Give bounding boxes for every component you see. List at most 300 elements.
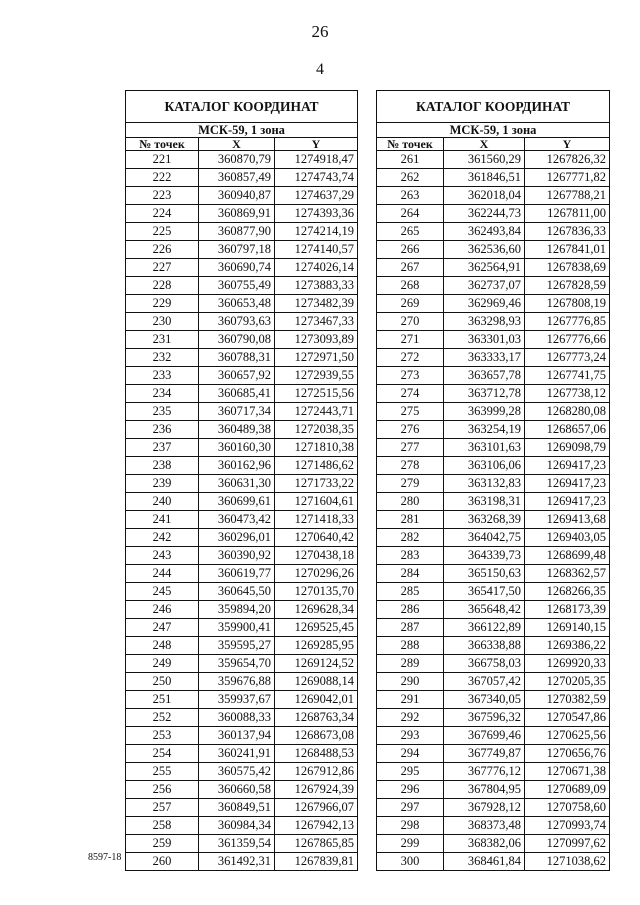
x-coordinate-cell: 360631,30: [199, 475, 275, 493]
y-coordinate-cell: 1268280,08: [525, 403, 610, 421]
x-coordinate-cell: 366338,88: [444, 637, 525, 655]
point-number-cell: 254: [126, 745, 199, 763]
point-number-cell: 266: [377, 241, 444, 259]
point-number-cell: 233: [126, 367, 199, 385]
catalog-title: КАТАЛОГ КООРДИНАТ: [126, 91, 358, 123]
y-coordinate-cell: 1270997,62: [525, 835, 610, 853]
table-row: [126, 331, 358, 349]
table-row: [377, 259, 610, 277]
y-coordinate-cell: 1269124,52: [275, 655, 358, 673]
x-coordinate-cell: 360849,51: [199, 799, 275, 817]
document-code: 8597-18: [88, 852, 122, 863]
y-coordinate-cell: 1269920,33: [525, 655, 610, 673]
y-coordinate-cell: 1267741,75: [525, 367, 610, 385]
point-number-cell: 251: [126, 691, 199, 709]
table-row: [126, 403, 358, 421]
y-coordinate-cell: 1270640,42: [275, 529, 358, 547]
point-number-cell: 292: [377, 709, 444, 727]
x-coordinate-cell: 363712,78: [444, 385, 525, 403]
y-coordinate-cell: 1267808,19: [525, 295, 610, 313]
table-row: [126, 709, 358, 727]
point-number-cell: 279: [377, 475, 444, 493]
y-coordinate-cell: 1269628,34: [275, 601, 358, 619]
table-row: [126, 529, 358, 547]
x-coordinate-cell: 360660,58: [199, 781, 275, 799]
point-number-cell: 265: [377, 223, 444, 241]
table-row: [126, 547, 358, 565]
y-coordinate-cell: 1269088,14: [275, 673, 358, 691]
x-coordinate-cell: 360788,31: [199, 349, 275, 367]
point-number-cell: 289: [377, 655, 444, 673]
point-number-cell: 299: [377, 835, 444, 853]
point-number-cell: 276: [377, 421, 444, 439]
point-number-cell: 295: [377, 763, 444, 781]
x-coordinate-cell: 360685,41: [199, 385, 275, 403]
point-number-cell: 296: [377, 781, 444, 799]
table-row: [377, 835, 610, 853]
table-row: [126, 169, 358, 187]
table-row: [377, 691, 610, 709]
y-coordinate-cell: 1267776,85: [525, 313, 610, 331]
x-coordinate-cell: 359894,20: [199, 601, 275, 619]
table-row: [377, 331, 610, 349]
y-coordinate-cell: 1267924,39: [275, 781, 358, 799]
y-coordinate-cell: 1267942,13: [275, 817, 358, 835]
y-coordinate-cell: 1268362,57: [525, 565, 610, 583]
point-number-cell: 271: [377, 331, 444, 349]
point-number-cell: 256: [126, 781, 199, 799]
x-coordinate-cell: 360790,08: [199, 331, 275, 349]
y-coordinate-cell: 1274140,57: [275, 241, 358, 259]
y-coordinate-cell: 1270758,60: [525, 799, 610, 817]
catalog-title: КАТАЛОГ КООРДИНАТ: [377, 91, 610, 123]
y-coordinate-cell: 1273883,33: [275, 277, 358, 295]
x-coordinate-cell: 359937,67: [199, 691, 275, 709]
y-coordinate-cell: 1272515,56: [275, 385, 358, 403]
table-row: [126, 781, 358, 799]
y-coordinate-cell: 1270296,26: [275, 565, 358, 583]
table-row: [126, 763, 358, 781]
point-number-cell: 228: [126, 277, 199, 295]
table-row: [377, 475, 610, 493]
x-coordinate-cell: 360699,61: [199, 493, 275, 511]
point-number-cell: 291: [377, 691, 444, 709]
point-number-cell: 277: [377, 439, 444, 457]
point-number-cell: 224: [126, 205, 199, 223]
point-number-cell: 234: [126, 385, 199, 403]
catalog-zone: МСК-59, 1 зона: [377, 123, 610, 138]
x-coordinate-cell: 362244,73: [444, 205, 525, 223]
x-coordinate-cell: 362018,04: [444, 187, 525, 205]
column-header-x: X: [199, 138, 275, 151]
table-row: [126, 313, 358, 331]
y-coordinate-cell: 1267839,81: [275, 853, 358, 871]
point-number-cell: 225: [126, 223, 199, 241]
x-coordinate-cell: 363268,39: [444, 511, 525, 529]
x-coordinate-cell: 365648,42: [444, 601, 525, 619]
point-number-cell: 248: [126, 637, 199, 655]
point-number-cell: 283: [377, 547, 444, 565]
table-row: [126, 745, 358, 763]
table-row: [377, 241, 610, 259]
coordinate-catalog-table-right: [376, 90, 610, 871]
x-coordinate-cell: 367928,12: [444, 799, 525, 817]
table-row: [377, 187, 610, 205]
x-coordinate-cell: 359900,41: [199, 619, 275, 637]
x-coordinate-cell: 363132,83: [444, 475, 525, 493]
y-coordinate-cell: 1272971,50: [275, 349, 358, 367]
table-row: [377, 403, 610, 421]
y-coordinate-cell: 1269525,45: [275, 619, 358, 637]
table-row: [377, 709, 610, 727]
point-number-cell: 281: [377, 511, 444, 529]
x-coordinate-cell: 360137,94: [199, 727, 275, 745]
table-row: [377, 637, 610, 655]
point-number-cell: 239: [126, 475, 199, 493]
point-number-cell: 259: [126, 835, 199, 853]
table-row: [126, 349, 358, 367]
point-number-cell: 258: [126, 817, 199, 835]
table-row: [126, 241, 358, 259]
x-coordinate-cell: 368373,48: [444, 817, 525, 835]
x-coordinate-cell: 363301,03: [444, 331, 525, 349]
x-coordinate-cell: 360984,34: [199, 817, 275, 835]
x-coordinate-cell: 359654,70: [199, 655, 275, 673]
point-number-cell: 264: [377, 205, 444, 223]
y-coordinate-cell: 1267826,32: [525, 151, 610, 169]
y-coordinate-cell: 1271038,62: [525, 853, 610, 871]
x-coordinate-cell: 368382,06: [444, 835, 525, 853]
x-coordinate-cell: 363254,19: [444, 421, 525, 439]
y-coordinate-cell: 1267865,85: [275, 835, 358, 853]
x-coordinate-cell: 360717,34: [199, 403, 275, 421]
table-row: [126, 835, 358, 853]
point-number-cell: 273: [377, 367, 444, 385]
point-number-cell: 272: [377, 349, 444, 367]
point-number-cell: 262: [377, 169, 444, 187]
point-number-cell: 223: [126, 187, 199, 205]
table-row: [377, 313, 610, 331]
table-row: [126, 277, 358, 295]
point-number-cell: 245: [126, 583, 199, 601]
table-row: [126, 385, 358, 403]
table-row: [377, 295, 610, 313]
table-row: [377, 529, 610, 547]
table-row: [126, 457, 358, 475]
point-number-cell: 235: [126, 403, 199, 421]
point-number-cell: 298: [377, 817, 444, 835]
x-coordinate-cell: 367057,42: [444, 673, 525, 691]
x-coordinate-cell: 364339,73: [444, 547, 525, 565]
x-coordinate-cell: 360575,42: [199, 763, 275, 781]
table-row: [377, 583, 610, 601]
y-coordinate-cell: 1272038,35: [275, 421, 358, 439]
point-number-cell: 244: [126, 565, 199, 583]
table-row: [377, 439, 610, 457]
y-coordinate-cell: 1270382,59: [525, 691, 610, 709]
table-row: [126, 655, 358, 673]
point-number-cell: 263: [377, 187, 444, 205]
x-coordinate-cell: 362493,84: [444, 223, 525, 241]
point-number-cell: 242: [126, 529, 199, 547]
y-coordinate-cell: 1269042,01: [275, 691, 358, 709]
point-number-cell: 246: [126, 601, 199, 619]
table-row: [126, 259, 358, 277]
y-coordinate-cell: 1270671,38: [525, 763, 610, 781]
point-number-cell: 268: [377, 277, 444, 295]
point-number-cell: 297: [377, 799, 444, 817]
point-number-cell: 221: [126, 151, 199, 169]
x-coordinate-cell: 360241,91: [199, 745, 275, 763]
y-coordinate-cell: 1268657,06: [525, 421, 610, 439]
y-coordinate-cell: 1273482,39: [275, 295, 358, 313]
x-coordinate-cell: 362737,07: [444, 277, 525, 295]
y-coordinate-cell: 1270656,76: [525, 745, 610, 763]
y-coordinate-cell: 1270689,09: [525, 781, 610, 799]
x-coordinate-cell: 360793,63: [199, 313, 275, 331]
table-row: [377, 547, 610, 565]
x-coordinate-cell: 360857,49: [199, 169, 275, 187]
table-row: [126, 475, 358, 493]
table-row: [377, 817, 610, 835]
y-coordinate-cell: 1271810,38: [275, 439, 358, 457]
page-number: 26: [311, 22, 329, 41]
x-coordinate-cell: 363657,78: [444, 367, 525, 385]
x-coordinate-cell: 367804,95: [444, 781, 525, 799]
y-coordinate-cell: 1271486,62: [275, 457, 358, 475]
y-coordinate-cell: 1272939,55: [275, 367, 358, 385]
table-row: [126, 817, 358, 835]
point-number-cell: 238: [126, 457, 199, 475]
y-coordinate-cell: 1267838,69: [525, 259, 610, 277]
table-row: [126, 493, 358, 511]
x-coordinate-cell: 360489,38: [199, 421, 275, 439]
x-coordinate-cell: 365417,50: [444, 583, 525, 601]
y-coordinate-cell: 1274026,14: [275, 259, 358, 277]
x-coordinate-cell: 363999,28: [444, 403, 525, 421]
y-coordinate-cell: 1271733,22: [275, 475, 358, 493]
y-coordinate-cell: 1267738,12: [525, 385, 610, 403]
y-coordinate-cell: 1274214,19: [275, 223, 358, 241]
table-row: [126, 367, 358, 385]
y-coordinate-cell: 1269140,15: [525, 619, 610, 637]
y-coordinate-cell: 1269285,95: [275, 637, 358, 655]
table-row: [126, 583, 358, 601]
point-number-cell: 240: [126, 493, 199, 511]
x-coordinate-cell: 360877,90: [199, 223, 275, 241]
table-row: [377, 601, 610, 619]
table-row: [126, 673, 358, 691]
x-coordinate-cell: 359676,88: [199, 673, 275, 691]
x-coordinate-cell: 360390,92: [199, 547, 275, 565]
table-row: [377, 277, 610, 295]
point-number-cell: 261: [377, 151, 444, 169]
table-row: [126, 799, 358, 817]
table-row: [126, 421, 358, 439]
x-coordinate-cell: 362969,46: [444, 295, 525, 313]
point-number-cell: 260: [126, 853, 199, 871]
point-number-cell: 290: [377, 673, 444, 691]
point-number-cell: 284: [377, 565, 444, 583]
table-row: [377, 511, 610, 529]
point-number-cell: 231: [126, 331, 199, 349]
x-coordinate-cell: 363198,31: [444, 493, 525, 511]
x-coordinate-cell: 366122,89: [444, 619, 525, 637]
y-coordinate-cell: 1274637,29: [275, 187, 358, 205]
x-coordinate-cell: 360690,74: [199, 259, 275, 277]
y-coordinate-cell: 1267776,66: [525, 331, 610, 349]
point-number-cell: 280: [377, 493, 444, 511]
table-row: [377, 493, 610, 511]
table-row: [377, 367, 610, 385]
column-header-point-number: № точек: [126, 138, 199, 151]
x-coordinate-cell: 360645,50: [199, 583, 275, 601]
x-coordinate-cell: 363101,63: [444, 439, 525, 457]
table-row: [377, 799, 610, 817]
table-row: [377, 673, 610, 691]
point-number-cell: 252: [126, 709, 199, 727]
table-row: [126, 691, 358, 709]
x-coordinate-cell: 363298,93: [444, 313, 525, 331]
sheet-number: 4: [316, 61, 324, 78]
point-number-cell: 243: [126, 547, 199, 565]
table-row: [126, 187, 358, 205]
x-coordinate-cell: 360296,01: [199, 529, 275, 547]
point-number-cell: 267: [377, 259, 444, 277]
point-number-cell: 288: [377, 637, 444, 655]
y-coordinate-cell: 1270547,86: [525, 709, 610, 727]
table-row: [126, 727, 358, 745]
y-coordinate-cell: 1267811,00: [525, 205, 610, 223]
point-number-cell: 282: [377, 529, 444, 547]
y-coordinate-cell: 1269413,68: [525, 511, 610, 529]
y-coordinate-cell: 1274393,36: [275, 205, 358, 223]
table-row: [377, 565, 610, 583]
table-row: [377, 385, 610, 403]
point-number-cell: 229: [126, 295, 199, 313]
point-number-cell: 226: [126, 241, 199, 259]
x-coordinate-cell: 360473,42: [199, 511, 275, 529]
x-coordinate-cell: 361359,54: [199, 835, 275, 853]
y-coordinate-cell: 1269417,23: [525, 493, 610, 511]
point-number-cell: 275: [377, 403, 444, 421]
point-number-cell: 278: [377, 457, 444, 475]
x-coordinate-cell: 360657,92: [199, 367, 275, 385]
y-coordinate-cell: 1269098,79: [525, 439, 610, 457]
point-number-cell: 250: [126, 673, 199, 691]
table-row: [377, 205, 610, 223]
x-coordinate-cell: 360797,18: [199, 241, 275, 259]
point-number-cell: 232: [126, 349, 199, 367]
y-coordinate-cell: 1268488,53: [275, 745, 358, 763]
point-number-cell: 286: [377, 601, 444, 619]
x-coordinate-cell: 360653,48: [199, 295, 275, 313]
x-coordinate-cell: 368461,84: [444, 853, 525, 871]
y-coordinate-cell: 1271604,61: [275, 493, 358, 511]
y-coordinate-cell: 1274743,74: [275, 169, 358, 187]
x-coordinate-cell: 366758,03: [444, 655, 525, 673]
y-coordinate-cell: 1272443,71: [275, 403, 358, 421]
table-row: [126, 511, 358, 529]
y-coordinate-cell: 1270625,56: [525, 727, 610, 745]
table-row: [377, 421, 610, 439]
y-coordinate-cell: 1270135,70: [275, 583, 358, 601]
y-coordinate-cell: 1274918,47: [275, 151, 358, 169]
x-coordinate-cell: 360755,49: [199, 277, 275, 295]
y-coordinate-cell: 1267773,24: [525, 349, 610, 367]
column-header-x: X: [444, 138, 525, 151]
x-coordinate-cell: 361560,29: [444, 151, 525, 169]
table-row: [126, 223, 358, 241]
y-coordinate-cell: 1268266,35: [525, 583, 610, 601]
table-row: [377, 745, 610, 763]
table-row: [377, 853, 610, 871]
table-row: [126, 637, 358, 655]
column-header-y: Y: [525, 138, 610, 151]
x-coordinate-cell: 362536,60: [444, 241, 525, 259]
table-row: [377, 169, 610, 187]
point-number-cell: 230: [126, 313, 199, 331]
y-coordinate-cell: 1267841,01: [525, 241, 610, 259]
table-row: [126, 601, 358, 619]
y-coordinate-cell: 1273467,33: [275, 313, 358, 331]
table-row: [126, 619, 358, 637]
table-row: [126, 151, 358, 169]
x-coordinate-cell: 367699,46: [444, 727, 525, 745]
y-coordinate-cell: 1273093,89: [275, 331, 358, 349]
x-coordinate-cell: 361846,51: [444, 169, 525, 187]
y-coordinate-cell: 1268699,48: [525, 547, 610, 565]
table-row: [377, 349, 610, 367]
point-number-cell: 274: [377, 385, 444, 403]
table-row: [126, 205, 358, 223]
x-coordinate-cell: 362564,91: [444, 259, 525, 277]
x-coordinate-cell: 367776,12: [444, 763, 525, 781]
x-coordinate-cell: 364042,75: [444, 529, 525, 547]
x-coordinate-cell: 360619,77: [199, 565, 275, 583]
point-number-cell: 236: [126, 421, 199, 439]
y-coordinate-cell: 1270205,35: [525, 673, 610, 691]
y-coordinate-cell: 1268173,39: [525, 601, 610, 619]
x-coordinate-cell: 367596,32: [444, 709, 525, 727]
column-header-y: Y: [275, 138, 358, 151]
x-coordinate-cell: 365150,63: [444, 565, 525, 583]
y-coordinate-cell: 1270438,18: [275, 547, 358, 565]
point-number-cell: 269: [377, 295, 444, 313]
point-number-cell: 241: [126, 511, 199, 529]
table-row: [126, 853, 358, 871]
point-number-cell: 293: [377, 727, 444, 745]
x-coordinate-cell: 367340,05: [444, 691, 525, 709]
y-coordinate-cell: 1267828,59: [525, 277, 610, 295]
x-coordinate-cell: 359595,27: [199, 637, 275, 655]
y-coordinate-cell: 1267836,33: [525, 223, 610, 241]
x-coordinate-cell: 363106,06: [444, 457, 525, 475]
table-row: [377, 151, 610, 169]
point-number-cell: 285: [377, 583, 444, 601]
point-number-cell: 237: [126, 439, 199, 457]
x-coordinate-cell: 360870,79: [199, 151, 275, 169]
table-row: [126, 295, 358, 313]
catalog-zone: МСК-59, 1 зона: [126, 123, 358, 138]
y-coordinate-cell: 1267788,21: [525, 187, 610, 205]
point-number-cell: 294: [377, 745, 444, 763]
column-header-point-number: № точек: [377, 138, 444, 151]
y-coordinate-cell: 1268673,08: [275, 727, 358, 745]
y-coordinate-cell: 1267966,07: [275, 799, 358, 817]
table-row: [377, 619, 610, 637]
x-coordinate-cell: 360162,96: [199, 457, 275, 475]
